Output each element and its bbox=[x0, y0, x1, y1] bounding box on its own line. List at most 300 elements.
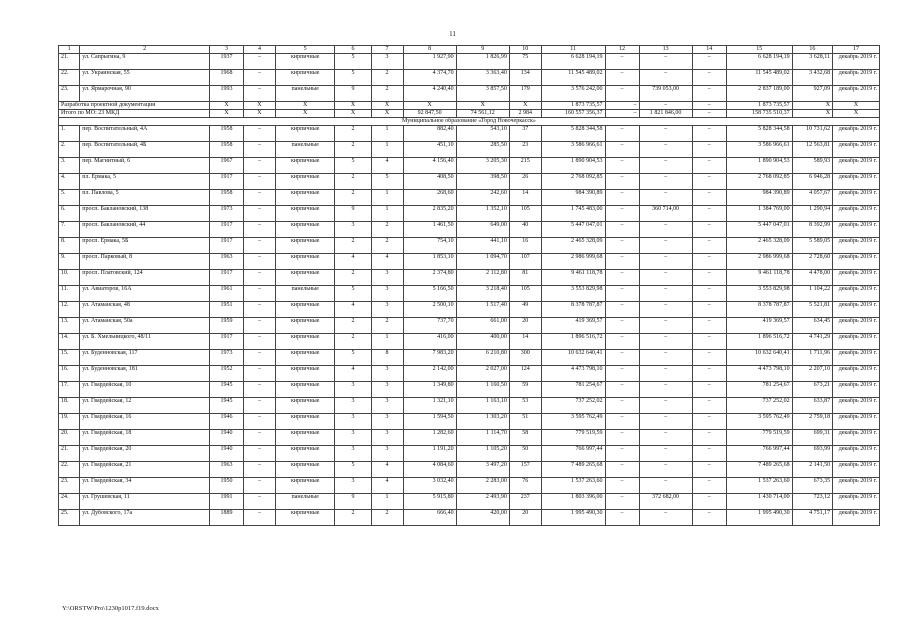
table-cell: 1968 bbox=[210, 70, 244, 86]
table-cell: 7 489 265,68 bbox=[541, 462, 605, 478]
table-row bbox=[59, 318, 880, 334]
table-cell: декабрь 2019 г. bbox=[833, 462, 880, 478]
table-cell: 92 847,50 bbox=[403, 110, 456, 118]
address-cell: пл. Павлова, 5 bbox=[80, 190, 210, 206]
table-cell: кирпичные bbox=[275, 222, 335, 238]
table-cell: кирпичные bbox=[275, 398, 335, 414]
table-cell: 6 628 194,19 bbox=[726, 54, 792, 70]
table-cell: 1967 bbox=[210, 158, 244, 174]
table-cell: 1945 bbox=[210, 382, 244, 398]
table-cell: X bbox=[509, 102, 541, 110]
table-row bbox=[59, 158, 880, 174]
table-cell: – bbox=[605, 510, 639, 526]
table-cell: 14 bbox=[509, 334, 541, 350]
table-cell: декабрь 2019 г. bbox=[833, 366, 880, 382]
table-row bbox=[59, 478, 880, 494]
table-cell: 8 bbox=[371, 350, 403, 366]
table-cell: панельные bbox=[275, 494, 335, 510]
table-cell: 1 191,20 bbox=[403, 446, 456, 462]
table-cell: 16. bbox=[59, 366, 80, 382]
table-cell: 3 bbox=[371, 54, 403, 70]
table-cell: – bbox=[639, 254, 692, 270]
table-cell: 7 489 265,68 bbox=[726, 462, 792, 478]
table-row bbox=[59, 238, 880, 254]
address-cell: ул. Гвардейская, 10 bbox=[80, 382, 210, 398]
table-cell: – bbox=[639, 366, 692, 382]
address-cell: пер. Воспитательный, 4А bbox=[80, 126, 210, 142]
address-cell: ул. Гвардейская, 12 bbox=[80, 398, 210, 414]
table-cell: X bbox=[792, 110, 832, 118]
table-cell: 2 374,80 bbox=[403, 270, 456, 286]
table-cell: 1958 bbox=[210, 126, 244, 142]
table-row bbox=[59, 222, 880, 238]
table-cell: – bbox=[244, 222, 276, 238]
table-row bbox=[59, 510, 880, 526]
table-cell: 105 bbox=[509, 206, 541, 222]
table-cell: 4 156,40 bbox=[403, 158, 456, 174]
table-cell: – bbox=[244, 334, 276, 350]
table-cell: 1 517,40 bbox=[456, 302, 509, 318]
table-cell: 5 bbox=[335, 70, 371, 86]
table-cell: 4 240,40 bbox=[403, 86, 456, 102]
table-cell: – bbox=[692, 254, 726, 270]
table-cell: 2 465 328,09 bbox=[726, 238, 792, 254]
table-cell: 2 bbox=[371, 510, 403, 526]
table-cell: 3 553 829,98 bbox=[541, 286, 605, 302]
table-cell: 3 bbox=[371, 382, 403, 398]
column-number-cell: 4 bbox=[244, 46, 276, 54]
table-cell: 3 bbox=[335, 414, 371, 430]
table-cell: 23 bbox=[509, 142, 541, 158]
table-cell: 75 bbox=[509, 54, 541, 70]
table-cell: декабрь 2019 г. bbox=[833, 398, 880, 414]
table-cell: 3 595 762,49 bbox=[541, 414, 605, 430]
table-cell: 2 984 bbox=[509, 110, 541, 118]
table-cell: 3. bbox=[59, 158, 80, 174]
table-row bbox=[59, 462, 880, 478]
table-cell: X bbox=[792, 102, 832, 110]
table-cell: декабрь 2019 г. bbox=[833, 54, 880, 70]
table-cell: – bbox=[244, 238, 276, 254]
table-cell: – bbox=[244, 398, 276, 414]
table-cell: 3 595 762,49 bbox=[726, 414, 792, 430]
table-cell: 1973 bbox=[210, 206, 244, 222]
table-cell: 1946 bbox=[210, 414, 244, 430]
table-cell: – bbox=[692, 142, 726, 158]
table-cell: – bbox=[605, 430, 639, 446]
table-cell: 8 378 787,87 bbox=[726, 302, 792, 318]
table-cell: – bbox=[639, 174, 692, 190]
table-cell: 22. bbox=[59, 462, 80, 478]
table-cell: 1 461,50 bbox=[403, 222, 456, 238]
table-cell: 3 bbox=[335, 430, 371, 446]
table-cell: 649,00 bbox=[456, 222, 509, 238]
table-cell: 11 545 489,02 bbox=[726, 70, 792, 86]
address-cell: ул. Буденновская, 181 bbox=[80, 366, 210, 382]
table-cell: X bbox=[833, 102, 880, 110]
address-cell: просп. Баклановский, 138 bbox=[80, 206, 210, 222]
table-cell: 1 104,22 bbox=[792, 286, 832, 302]
table-cell: 723,12 bbox=[792, 494, 832, 510]
table-cell: 1 114,70 bbox=[456, 430, 509, 446]
table-cell: 21. bbox=[59, 54, 80, 70]
table-cell: 4 bbox=[371, 462, 403, 478]
table-cell: 2 bbox=[335, 174, 371, 190]
table-cell: 7. bbox=[59, 222, 80, 238]
table-cell: 1917 bbox=[210, 174, 244, 190]
table-cell: 4 057,67 bbox=[792, 190, 832, 206]
table-cell: 5 bbox=[335, 286, 371, 302]
table-cell: 2 112,80 bbox=[456, 270, 509, 286]
table-cell: – bbox=[692, 174, 726, 190]
address-cell: ул. Гвардейская, 20 bbox=[80, 446, 210, 462]
table-cell: 6 210,80 bbox=[456, 350, 509, 366]
table-cell: – bbox=[244, 366, 276, 382]
table-cell: 12. bbox=[59, 302, 80, 318]
table-cell: 4 bbox=[335, 254, 371, 270]
table-cell: 11 545 489,02 bbox=[541, 70, 605, 86]
table-cell: 419 369,57 bbox=[541, 318, 605, 334]
address-cell: ул. Авиаторов, 16А bbox=[80, 286, 210, 302]
table-cell: – bbox=[639, 318, 692, 334]
table-cell: – bbox=[605, 398, 639, 414]
table-cell: декабрь 2019 г. bbox=[833, 446, 880, 462]
table-cell: 160 557 356,37 bbox=[541, 110, 605, 118]
table-cell: 3 432,68 bbox=[792, 70, 832, 86]
table-cell: 16 bbox=[509, 238, 541, 254]
table-cell: 3 218,40 bbox=[456, 286, 509, 302]
design-docs-row bbox=[59, 102, 880, 110]
table-cell: 1 896 516,72 bbox=[726, 334, 792, 350]
table-cell: 179 bbox=[509, 86, 541, 102]
table-cell: 5 bbox=[335, 462, 371, 478]
table-cell: кирпичные bbox=[275, 238, 335, 254]
table-cell: 3 857,50 bbox=[456, 86, 509, 102]
table-cell: – bbox=[244, 54, 276, 70]
table-cell: 1 352,10 bbox=[456, 206, 509, 222]
table-cell: кирпичные bbox=[275, 478, 335, 494]
table-row bbox=[59, 142, 880, 158]
column-number-cell: 15 bbox=[726, 46, 792, 54]
table-cell: 4 bbox=[371, 158, 403, 174]
table-cell: 2 bbox=[335, 190, 371, 206]
address-cell: ул. Буденновская, 117 bbox=[80, 350, 210, 366]
address-cell: просп. Ермака, 5Б bbox=[80, 238, 210, 254]
table-cell: – bbox=[639, 398, 692, 414]
municipality-row bbox=[59, 118, 880, 126]
table-row bbox=[59, 494, 880, 510]
table-cell: 9. bbox=[59, 254, 80, 270]
table-cell: 1 105,20 bbox=[456, 446, 509, 462]
column-number-cell: 13 bbox=[639, 46, 692, 54]
table-cell: – bbox=[244, 382, 276, 398]
table-cell: 40 bbox=[509, 222, 541, 238]
table-cell: 3 586 966,61 bbox=[541, 142, 605, 158]
table-cell: – bbox=[605, 350, 639, 366]
table-cell: 1 bbox=[371, 334, 403, 350]
table-cell: – bbox=[605, 366, 639, 382]
table-cell: 398,50 bbox=[456, 174, 509, 190]
column-number-cell: 2 bbox=[80, 46, 210, 54]
table-cell: – bbox=[605, 158, 639, 174]
table-cell: 4 478,00 bbox=[792, 270, 832, 286]
table-cell: 2 bbox=[335, 238, 371, 254]
table-cell: 20 bbox=[509, 318, 541, 334]
table-cell: – bbox=[244, 174, 276, 190]
table-cell: 3 bbox=[335, 478, 371, 494]
table-cell: 10 731,62 bbox=[792, 126, 832, 142]
table-cell: – bbox=[692, 398, 726, 414]
table-cell: 2 500,10 bbox=[403, 302, 456, 318]
table-cell: – bbox=[244, 254, 276, 270]
table-cell: – bbox=[692, 414, 726, 430]
table-cell: 4 bbox=[371, 478, 403, 494]
table-cell: 17. bbox=[59, 382, 80, 398]
table-cell: 1 282,60 bbox=[403, 430, 456, 446]
table-cell: 1. bbox=[59, 126, 80, 142]
table-cell: 25. bbox=[59, 510, 80, 526]
table-row bbox=[59, 206, 880, 222]
table-cell: 215 bbox=[509, 158, 541, 174]
table-cell: 927,09 bbox=[792, 86, 832, 102]
table-cell: 420,00 bbox=[456, 510, 509, 526]
table-cell: – bbox=[639, 70, 692, 86]
table-cell: 300 bbox=[509, 350, 541, 366]
table-cell: 451,10 bbox=[403, 142, 456, 158]
table-cell: 2 027,00 bbox=[456, 366, 509, 382]
table-cell: 1917 bbox=[210, 222, 244, 238]
table-cell: 10 632 640,41 bbox=[726, 350, 792, 366]
table-row bbox=[59, 126, 880, 142]
table-cell: 2 759,18 bbox=[792, 414, 832, 430]
table-cell: 1 821 846,00 bbox=[639, 110, 692, 118]
table-cell: 15. bbox=[59, 350, 80, 366]
table-cell: 2 986 999,68 bbox=[541, 254, 605, 270]
table-cell: – bbox=[692, 334, 726, 350]
table-cell: X bbox=[244, 110, 276, 118]
table-cell: декабрь 2019 г. bbox=[833, 158, 880, 174]
column-number-cell: 11 bbox=[541, 46, 605, 54]
table-cell: декабрь 2019 г. bbox=[833, 238, 880, 254]
table-cell: кирпичные bbox=[275, 366, 335, 382]
table-cell: – bbox=[692, 102, 726, 110]
table-cell: декабрь 2019 г. bbox=[833, 334, 880, 350]
table-cell: 3 bbox=[371, 302, 403, 318]
column-number-cell: 7 bbox=[371, 46, 403, 54]
table-cell: – bbox=[605, 54, 639, 70]
table-cell: 4 751,17 bbox=[792, 510, 832, 526]
table-cell: – bbox=[639, 238, 692, 254]
table-cell: – bbox=[692, 126, 726, 142]
table-cell: 666,40 bbox=[403, 510, 456, 526]
table-cell: 2 bbox=[335, 142, 371, 158]
column-number-cell: 6 bbox=[335, 46, 371, 54]
table-cell: 2 bbox=[335, 126, 371, 142]
table-cell: – bbox=[692, 222, 726, 238]
table-cell: 1958 bbox=[210, 190, 244, 206]
table-cell: 1 303,20 bbox=[456, 414, 509, 430]
table-cell: 3 bbox=[371, 430, 403, 446]
table-cell: 237 bbox=[509, 494, 541, 510]
table-cell: кирпичные bbox=[275, 254, 335, 270]
address-cell: просп. Платовский, 124 bbox=[80, 270, 210, 286]
table-row bbox=[59, 254, 880, 270]
table-cell: 2 bbox=[371, 70, 403, 86]
table-cell: 2 bbox=[371, 86, 403, 102]
table-cell: – bbox=[244, 462, 276, 478]
table-cell: 3 553 829,98 bbox=[726, 286, 792, 302]
table-cell: – bbox=[692, 462, 726, 478]
total-row-label: Итого по МО: 23 МКД bbox=[59, 110, 210, 118]
table-row bbox=[59, 350, 880, 366]
table-cell: 673,35 bbox=[792, 478, 832, 494]
table-cell: 543,10 bbox=[456, 126, 509, 142]
table-cell: 7 983,20 bbox=[403, 350, 456, 366]
table-cell: 158 735 510,37 bbox=[726, 110, 792, 118]
table-cell: – bbox=[692, 70, 726, 86]
address-cell: ул. Гвардейская, 34 bbox=[80, 478, 210, 494]
table-cell: 737,70 bbox=[403, 318, 456, 334]
table-cell: 2 bbox=[335, 334, 371, 350]
table-cell: 81 bbox=[509, 270, 541, 286]
table-cell: 2 bbox=[371, 318, 403, 334]
table-cell: – bbox=[639, 302, 692, 318]
table-cell: кирпичные bbox=[275, 446, 335, 462]
table-cell: декабрь 2019 г. bbox=[833, 126, 880, 142]
table-cell: – bbox=[639, 334, 692, 350]
table-cell: декабрь 2019 г. bbox=[833, 174, 880, 190]
table-cell: 50 bbox=[509, 446, 541, 462]
table-cell: 1963 bbox=[210, 462, 244, 478]
table-cell: 2 bbox=[335, 270, 371, 286]
table-cell: 4. bbox=[59, 174, 80, 190]
address-cell: пер. Магнитный, 6 bbox=[80, 158, 210, 174]
address-cell: ул. Гвардейская, 16 bbox=[80, 414, 210, 430]
table-cell: кирпичные bbox=[275, 414, 335, 430]
table-cell: – bbox=[605, 382, 639, 398]
table-cell: 693,99 bbox=[792, 446, 832, 462]
table-cell: 2 728,60 bbox=[792, 254, 832, 270]
table-cell: – bbox=[605, 446, 639, 462]
address-cell: просп. Баклановский, 44 bbox=[80, 222, 210, 238]
address-cell: ул. Б. Хмельницкого, 48/11 bbox=[80, 334, 210, 350]
table-cell: 1 163,10 bbox=[456, 398, 509, 414]
table-row bbox=[59, 398, 880, 414]
table-cell: – bbox=[692, 270, 726, 286]
table-cell: – bbox=[692, 206, 726, 222]
address-cell: ул. Ярмарочная, 90 bbox=[80, 86, 210, 102]
table-cell: декабрь 2019 г. bbox=[833, 302, 880, 318]
table-cell: 3 bbox=[335, 222, 371, 238]
table-cell: 1945 bbox=[210, 398, 244, 414]
table-row bbox=[59, 54, 880, 70]
table-cell: – bbox=[605, 86, 639, 102]
table-cell: – bbox=[605, 462, 639, 478]
page-number: 11 bbox=[449, 30, 456, 38]
table-cell: – bbox=[639, 54, 692, 70]
table-cell: 1 803 396,00 bbox=[541, 494, 605, 510]
table-cell: – bbox=[244, 318, 276, 334]
table-cell: 699,31 bbox=[792, 430, 832, 446]
table-cell: 2 768 092,85 bbox=[541, 174, 605, 190]
table-cell: – bbox=[639, 222, 692, 238]
table-cell: декабрь 2019 г. bbox=[833, 478, 880, 494]
table-cell: 9 bbox=[335, 206, 371, 222]
table-cell: 1917 bbox=[210, 238, 244, 254]
table-cell: 4 084,60 bbox=[403, 462, 456, 478]
table-cell: 2 141,50 bbox=[792, 462, 832, 478]
table-cell: 6. bbox=[59, 206, 80, 222]
table-cell: 58 bbox=[509, 430, 541, 446]
table-cell: 13. bbox=[59, 318, 80, 334]
table-cell: – bbox=[605, 110, 639, 118]
table-cell: 134 bbox=[509, 70, 541, 86]
table-cell: – bbox=[244, 126, 276, 142]
table-cell: – bbox=[605, 70, 639, 86]
table-cell: 1991 bbox=[210, 494, 244, 510]
column-number-cell: 17 bbox=[833, 46, 880, 54]
table-cell: X bbox=[833, 110, 880, 118]
table-cell: – bbox=[692, 350, 726, 366]
table-cell: 1 bbox=[371, 126, 403, 142]
table-cell: – bbox=[244, 302, 276, 318]
table-cell: 1961 bbox=[210, 286, 244, 302]
table-cell: 26 bbox=[509, 174, 541, 190]
table-cell: 1 537 263,60 bbox=[726, 478, 792, 494]
table-cell: декабрь 2019 г. bbox=[833, 190, 880, 206]
table-cell: 673,21 bbox=[792, 382, 832, 398]
table-cell: 18. bbox=[59, 398, 80, 414]
table-cell: декабрь 2019 г. bbox=[833, 382, 880, 398]
table-cell: 9 461 118,78 bbox=[726, 270, 792, 286]
table-cell: 5 bbox=[335, 350, 371, 366]
address-cell: пер. Воспитательный, 4Б bbox=[80, 142, 210, 158]
table-cell: 1917 bbox=[210, 334, 244, 350]
table-cell: 5 bbox=[335, 158, 371, 174]
table-cell: – bbox=[244, 70, 276, 86]
table-cell: 14. bbox=[59, 334, 80, 350]
table-cell: 1917 bbox=[210, 270, 244, 286]
table-cell: 5. bbox=[59, 190, 80, 206]
table-cell: 3 032,40 bbox=[403, 478, 456, 494]
table-row bbox=[59, 302, 880, 318]
table-cell: 1889 bbox=[210, 510, 244, 526]
table-cell: – bbox=[244, 414, 276, 430]
table-cell: 22. bbox=[59, 70, 80, 86]
table-cell: 633,87 bbox=[792, 398, 832, 414]
table-cell: кирпичные bbox=[275, 334, 335, 350]
table-cell: кирпичные bbox=[275, 270, 335, 286]
table-cell: – bbox=[605, 126, 639, 142]
table-cell: – bbox=[639, 190, 692, 206]
table-cell: 2 986 999,68 bbox=[726, 254, 792, 270]
table-cell: – bbox=[692, 238, 726, 254]
address-cell: просп. Парковый, 8 bbox=[80, 254, 210, 270]
table-cell: 766 997,44 bbox=[541, 446, 605, 462]
table-cell: – bbox=[639, 158, 692, 174]
table-cell: 1 873 735,57 bbox=[726, 102, 792, 110]
table-cell: кирпичные bbox=[275, 462, 335, 478]
table-cell: 1 537 263,60 bbox=[541, 478, 605, 494]
table-cell: 4 473 798,10 bbox=[726, 366, 792, 382]
table-cell: 2 493,90 bbox=[456, 494, 509, 510]
table-cell: 372 682,00 bbox=[639, 494, 692, 510]
table-cell: 2 768 092,85 bbox=[726, 174, 792, 190]
table-cell: – bbox=[692, 510, 726, 526]
table-cell: 1 711,96 bbox=[792, 350, 832, 366]
table-row bbox=[59, 446, 880, 462]
table-cell: 24. bbox=[59, 494, 80, 510]
